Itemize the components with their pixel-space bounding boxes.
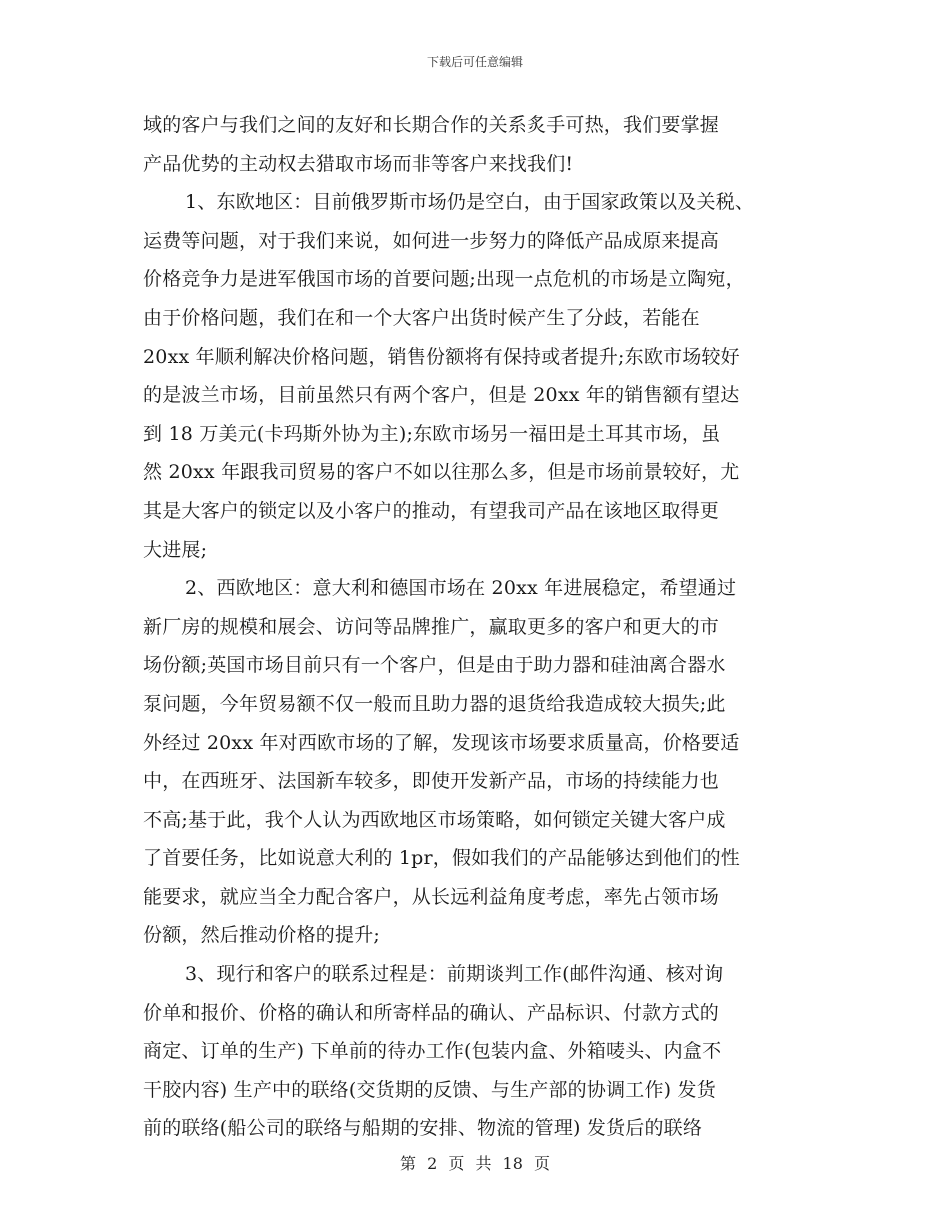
text-line: 干胶内容) 生产中的联络(交货期的反馈、与生产部的协调工作) 发货 (143, 1078, 716, 1101)
page-footer: 第 2 页 共 18 页 (400, 1154, 550, 1173)
text-line: 由于价格问题，我们在和一个大客户出货时候产生了分歧，若能在 (143, 306, 700, 329)
text-line: 了首要任务，比如说意大利的 1pr，假如我们的产品能够达到他们的性 (143, 847, 740, 870)
text-line: 产品优势的主动权去猎取市场而非等客户来找我们! (143, 152, 574, 175)
text-line: 新厂房的规模和展会、访问等品牌推广，赢取更多的客户和更大的市 (143, 615, 720, 638)
text-line: 20xx 年顺利解决价格问题，销售份额将有保持或者提升;东欧市场较好 (143, 345, 740, 368)
text-line: 价单和报价、价格的确认和所寄样品的确认、产品标识、付款方式的 (143, 1001, 720, 1024)
text-line: 前的联络(船公司的联络与船期的安排、物流的管理) 发货后的联络 (143, 1117, 703, 1140)
text-line: 运费等问题，对于我们来说，如何进一步努力的降低产品成原来提高 (143, 229, 720, 252)
text-line: 然 20xx 年跟我司贸易的客户不如以往那么多，但是市场前景较好，尤 (143, 461, 740, 484)
text-line: 到 18 万美元(卡玛斯外协为主);东欧市场另一福田是土耳其市场，虽 (143, 422, 721, 445)
text-line: 外经过 20xx 年对西欧市场的了解，发现该市场要求质量高，价格要适 (143, 731, 740, 754)
text-line: 1、东欧地区：目前俄罗斯市场仍是空白，由于国家政策以及关税、 (185, 191, 755, 214)
text-line: 中，在西班牙、法国新车较多，即使开发新产品，市场的持续能力也 (143, 770, 720, 793)
text-line: 其是大客户的锁定以及小客户的推动，有望我司产品在该地区取得更 (143, 499, 720, 522)
text-line: 的是波兰市场，目前虽然只有两个客户，但是 20xx 年的销售额有望达 (143, 384, 740, 407)
text-line: 3、现行和客户的联系过程是：前期谈判工作(邮件沟通、核对询 (185, 963, 724, 986)
text-line: 泵问题，今年贸易额不仅一般而且助力器的退货给我造成较大损失;此 (143, 692, 726, 715)
text-line: 大进展; (143, 538, 208, 561)
document-body (143, 106, 823, 1148)
text-line: 场份额;英国市场目前只有一个客户，但是由于助力器和硅油离合器水 (143, 654, 726, 677)
text-line: 价格竞争力是进军俄国市场的首要问题;出现一点危机的市场是立陶宛， (143, 268, 745, 291)
text-line: 份额，然后推动价格的提升; (143, 924, 381, 947)
text-line: 2、西欧地区：意大利和德国市场在 20xx 年进展稳定，希望通过 (185, 577, 737, 600)
text-line: 域的客户与我们之间的友好和长期合作的关系炙手可热，我们要掌握 (143, 114, 720, 136)
text-line: 能要求，就应当全力配合客户，从长远利益角度考虑，率先占领市场 (143, 885, 720, 908)
page-header: 下载后可任意编辑 (426, 55, 523, 69)
text-line: 商定、订单的生产) 下单前的待办工作(包装内盒、外箱唛头、内盒不 (143, 1040, 722, 1063)
text-line: 不高;基于此，我个人认为西欧地区市场策略，如何锁定关键大客户成 (143, 808, 726, 831)
